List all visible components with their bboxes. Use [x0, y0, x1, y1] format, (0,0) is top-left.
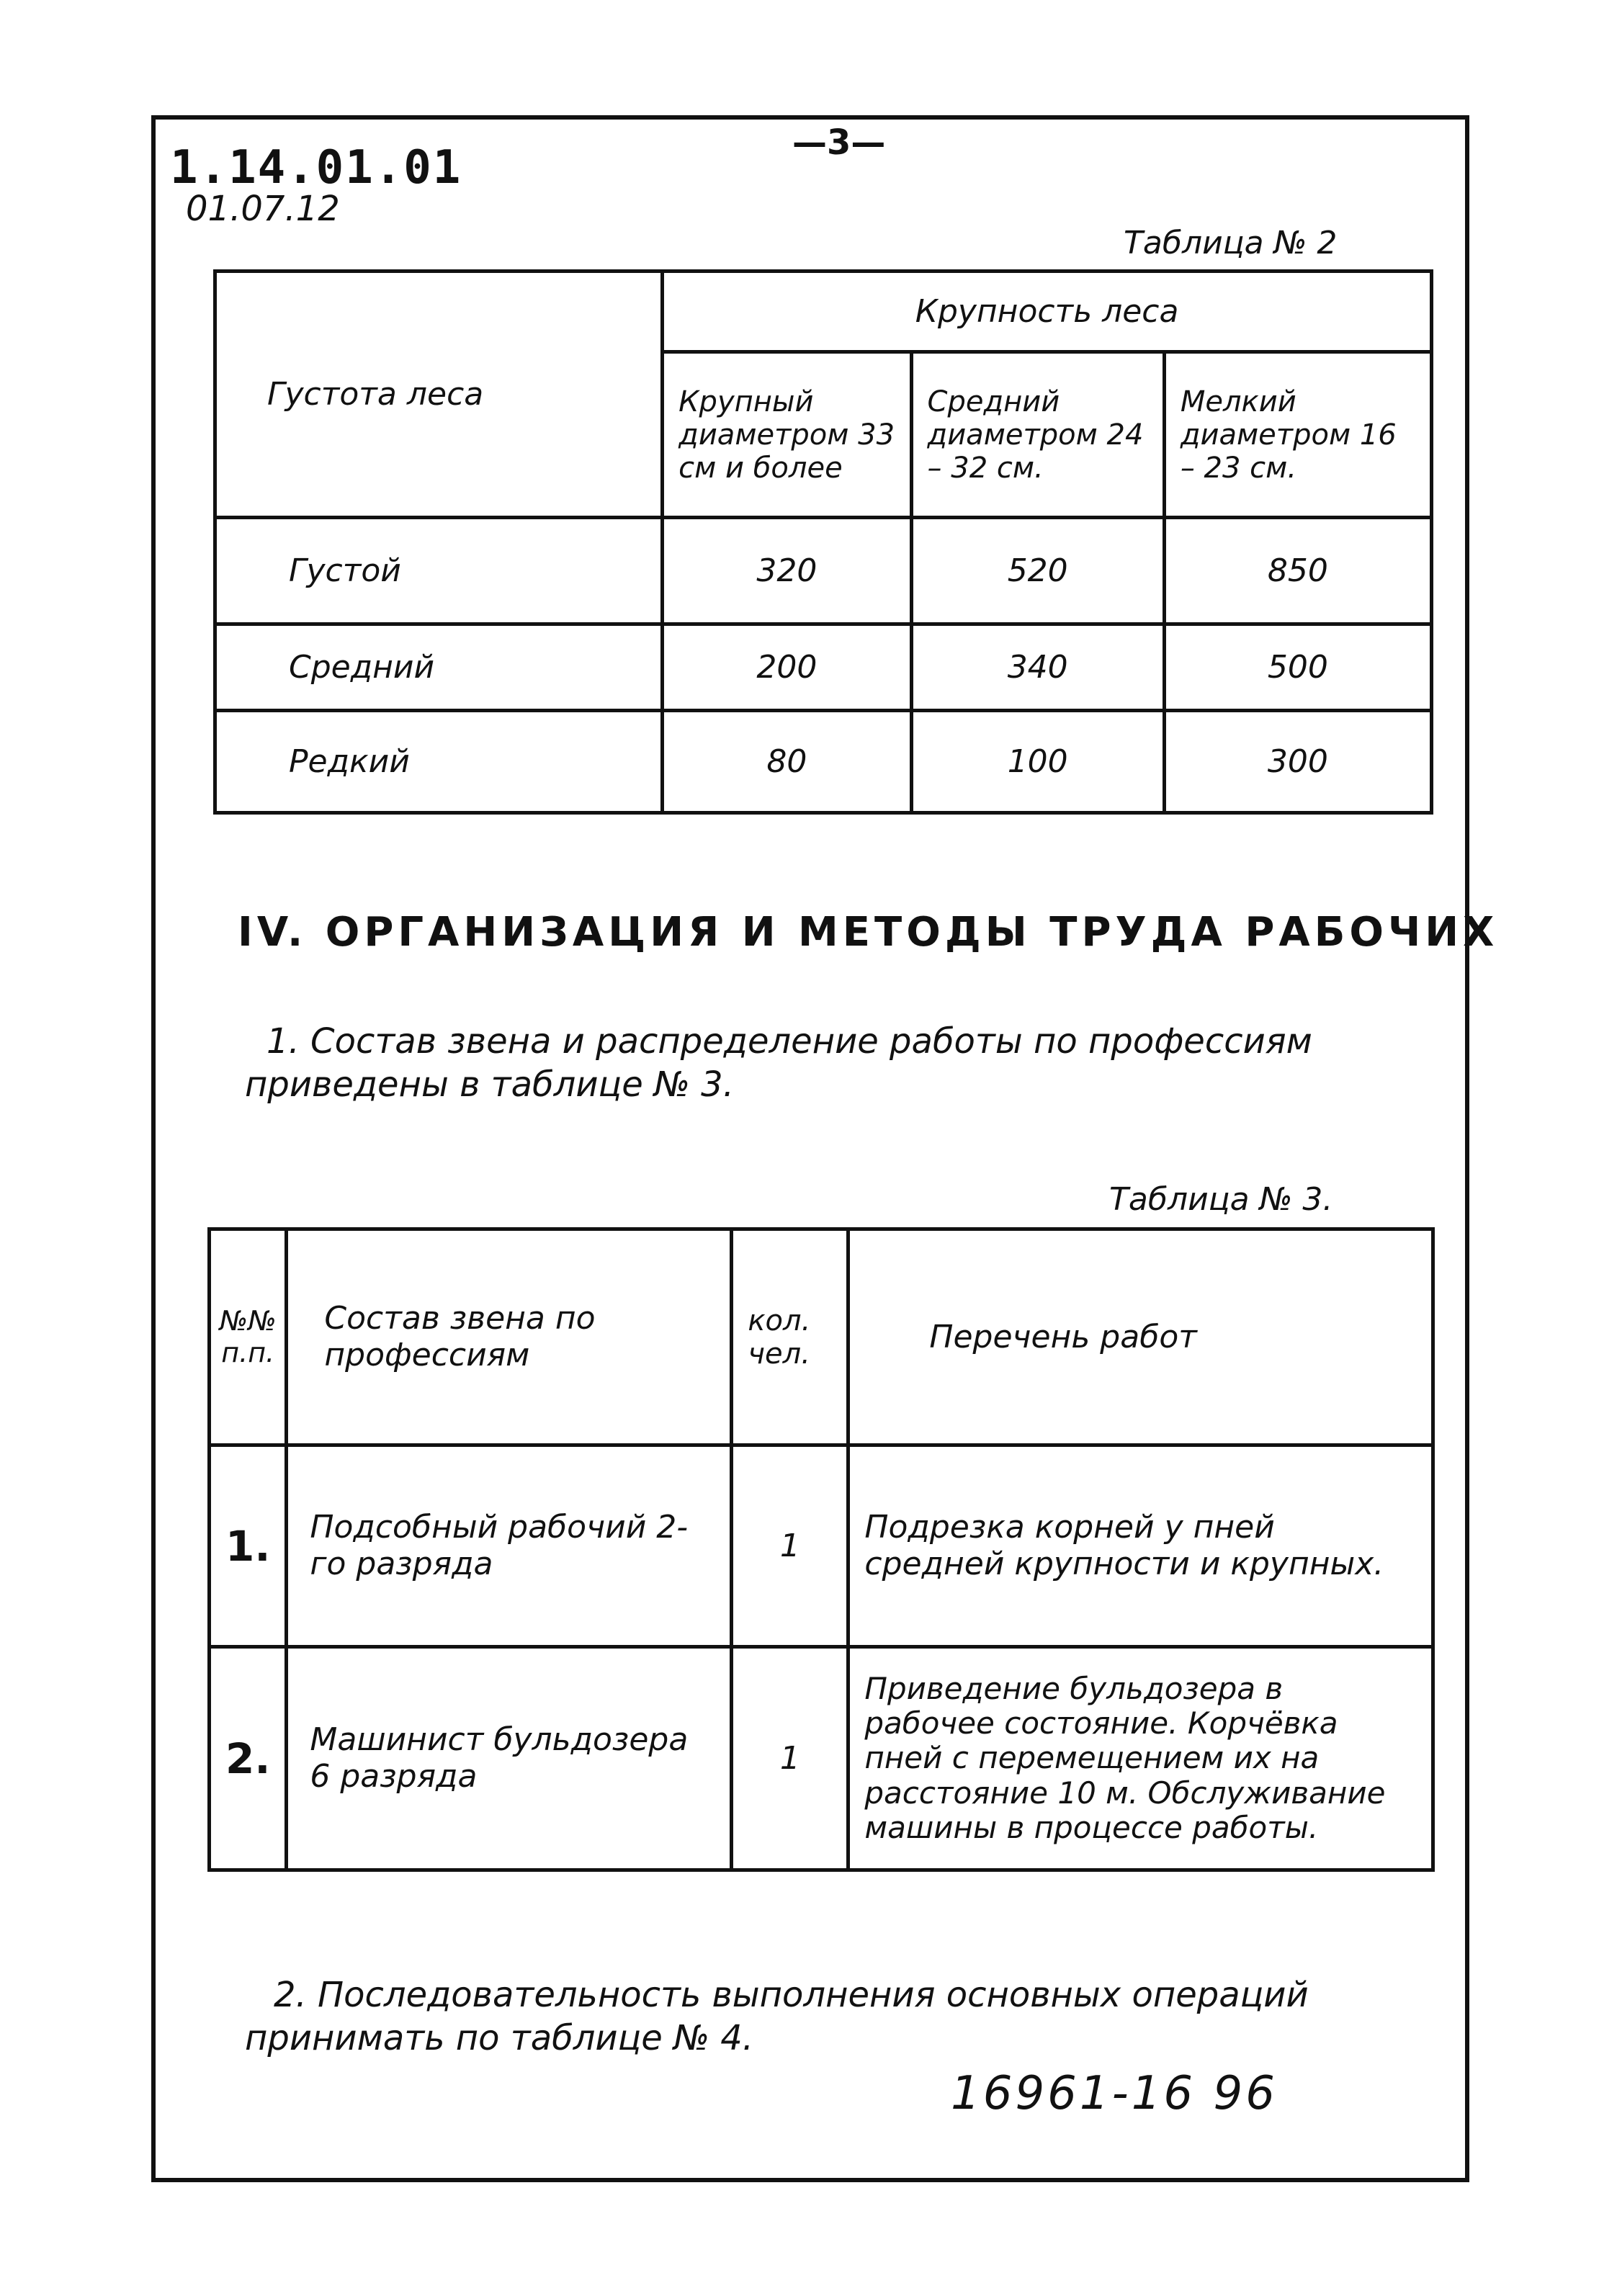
- col-header-count: кол. чел.: [732, 1229, 848, 1445]
- row-label: Средний: [215, 624, 663, 711]
- table3-caption: Таблица № 3.: [1109, 1181, 1333, 1218]
- cell-value: 300: [1164, 711, 1431, 813]
- row-composition: Машинист бульдозера 6 разряда: [287, 1647, 732, 1870]
- table2-row-header-text: Густота леса: [267, 375, 484, 413]
- cell-value: 500: [1164, 624, 1431, 711]
- section-heading: IV. ОРГАНИЗАЦИЯ И МЕТОДЫ ТРУДА РАБОЧИХ: [238, 909, 1499, 956]
- row-works: Подрезка корней у пней средней крупности и крупных.: [848, 1445, 1433, 1647]
- table-row: [215, 624, 1432, 711]
- table2-col-header: Мелкий диаметром 16 – 23 см.: [1164, 352, 1431, 518]
- table2-group-header: Крупность леса: [663, 272, 1432, 352]
- table2-row-header: [215, 272, 663, 518]
- table3: [207, 1227, 1435, 1872]
- row-label: Редкий: [215, 711, 663, 813]
- footer-number: 16961-16 96: [951, 2067, 1278, 2120]
- cell-value: 520: [911, 518, 1164, 624]
- row-works: Приведение бульдозера в рабочее состояние. Корчёвка пней с перемещением их на расстояние 10 м. Обслуживание машины в процессе работы.: [848, 1647, 1433, 1870]
- table2: [213, 269, 1433, 815]
- paragraph-1: 1. Состав звена и распределение работы по профессиям приведены в таблице № 3.: [245, 1021, 1312, 1105]
- cell-value: 850: [1164, 518, 1431, 624]
- document-date: 01.07.12: [186, 189, 340, 229]
- row-label: Густой: [215, 518, 663, 624]
- table-row: [215, 518, 1432, 624]
- table2-col-header: Средний диаметром 24 – 32 см.: [911, 352, 1164, 518]
- table-row: [215, 711, 1432, 813]
- row-number: 2.: [210, 1647, 287, 1870]
- page-number: —3—: [792, 122, 886, 163]
- table3-header-row: [210, 1229, 1433, 1445]
- col-header-composition: Состав звена по профессиям: [287, 1229, 732, 1445]
- row-composition: Подсобный рабочий 2-го разряда: [287, 1445, 732, 1647]
- cell-value: 320: [663, 518, 911, 624]
- cell-value: 80: [663, 711, 911, 813]
- cell-value: 100: [911, 711, 1164, 813]
- cell-value: 200: [663, 624, 911, 711]
- paragraph-2: 2. Последовательность выполнения основных операций принимать по таблице № 4.: [245, 1975, 1309, 2058]
- table-row: [210, 1445, 1433, 1647]
- col-header-works: Перечень работ: [848, 1229, 1433, 1445]
- table-row: [210, 1647, 1433, 1870]
- document-code: 1.14.01.01: [170, 141, 462, 194]
- cell-value: 340: [911, 624, 1164, 711]
- col-header-number: №№ п.п.: [210, 1229, 287, 1445]
- table2-caption: Таблица № 2: [1124, 225, 1338, 261]
- row-count: 1: [732, 1647, 848, 1870]
- row-number: 1.: [210, 1445, 287, 1647]
- row-count: 1: [732, 1445, 848, 1647]
- table2-col-header: Крупный диаметром 33 см и более: [663, 352, 911, 518]
